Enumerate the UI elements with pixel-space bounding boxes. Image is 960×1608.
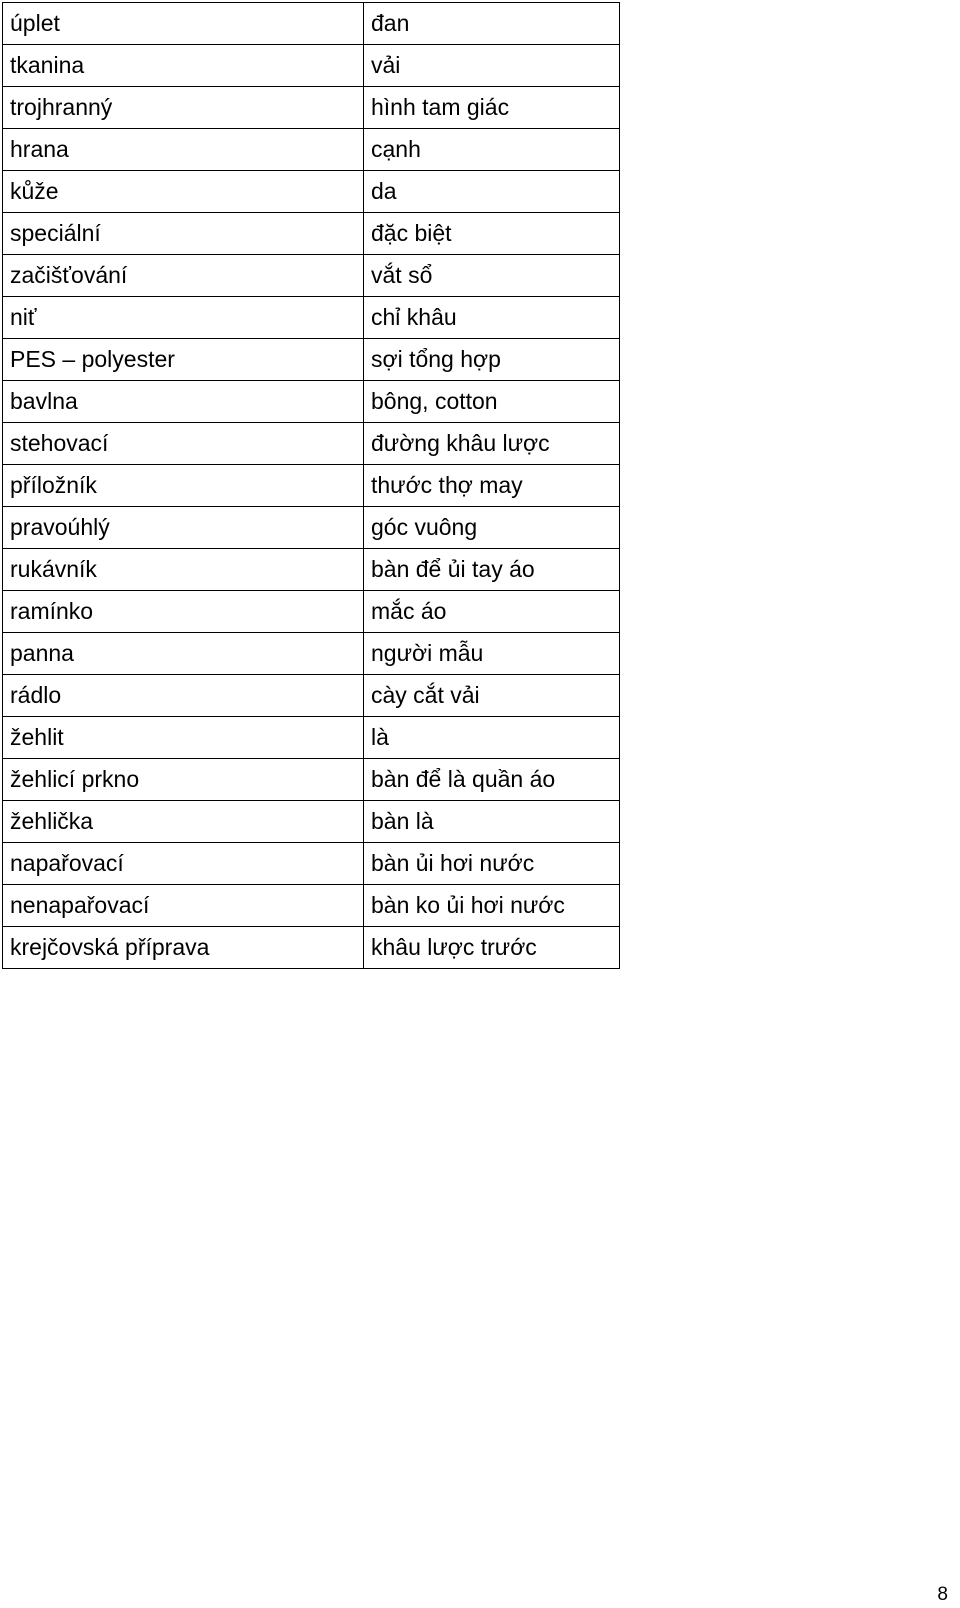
table-row bbox=[3, 297, 620, 339]
table-row bbox=[3, 213, 620, 255]
vietnamese-term-cell: là bbox=[364, 717, 620, 759]
table-row bbox=[3, 759, 620, 801]
table-row bbox=[3, 549, 620, 591]
czech-term-cell: žehlicí prkno bbox=[3, 759, 364, 801]
vietnamese-term-cell: góc vuông bbox=[364, 507, 620, 549]
czech-term-cell: bavlna bbox=[3, 381, 364, 423]
table-row bbox=[3, 381, 620, 423]
vietnamese-term-cell: chỉ khâu bbox=[364, 297, 620, 339]
table-row bbox=[3, 87, 620, 129]
table-row bbox=[3, 171, 620, 213]
table-row bbox=[3, 885, 620, 927]
czech-term-cell: trojhranný bbox=[3, 87, 364, 129]
vietnamese-term-cell: bàn ủi hơi nước bbox=[364, 843, 620, 885]
vietnamese-term-cell: bông, cotton bbox=[364, 381, 620, 423]
czech-term-cell: žehlit bbox=[3, 717, 364, 759]
table-row bbox=[3, 717, 620, 759]
vietnamese-term-cell: khâu lược trước bbox=[364, 927, 620, 969]
czech-term-cell: příložník bbox=[3, 465, 364, 507]
czech-term-cell: žehlička bbox=[3, 801, 364, 843]
vietnamese-term-cell: đan bbox=[364, 3, 620, 45]
czech-term-cell: speciální bbox=[3, 213, 364, 255]
czech-term-cell: pravoúhlý bbox=[3, 507, 364, 549]
vietnamese-term-cell: bàn là bbox=[364, 801, 620, 843]
vietnamese-term-cell: đặc biệt bbox=[364, 213, 620, 255]
vietnamese-term-cell: người mẫu bbox=[364, 633, 620, 675]
vietnamese-term-cell: thước thợ may bbox=[364, 465, 620, 507]
table-row bbox=[3, 3, 620, 45]
czech-term-cell: tkanina bbox=[3, 45, 364, 87]
table-row bbox=[3, 843, 620, 885]
czech-term-cell: PES – polyester bbox=[3, 339, 364, 381]
vietnamese-term-cell: vải bbox=[364, 45, 620, 87]
vietnamese-term-cell: mắc áo bbox=[364, 591, 620, 633]
table-row bbox=[3, 423, 620, 465]
czech-term-cell: rádlo bbox=[3, 675, 364, 717]
table-row bbox=[3, 129, 620, 171]
czech-term-cell: ramínko bbox=[3, 591, 364, 633]
table-row bbox=[3, 591, 620, 633]
vietnamese-term-cell: vắt sổ bbox=[364, 255, 620, 297]
czech-term-cell: panna bbox=[3, 633, 364, 675]
vietnamese-term-cell: sợi tổng hợp bbox=[364, 339, 620, 381]
czech-term-cell: hrana bbox=[3, 129, 364, 171]
vietnamese-term-cell: hình tam giác bbox=[364, 87, 620, 129]
vietnamese-term-cell: da bbox=[364, 171, 620, 213]
czech-term-cell: niť bbox=[3, 297, 364, 339]
czech-term-cell: stehovací bbox=[3, 423, 364, 465]
table-row bbox=[3, 255, 620, 297]
vocabulary-table-body bbox=[3, 3, 620, 969]
czech-term-cell: nenapařovací bbox=[3, 885, 364, 927]
czech-term-cell: kůže bbox=[3, 171, 364, 213]
vietnamese-term-cell: bàn ko ủi hơi nước bbox=[364, 885, 620, 927]
vietnamese-term-cell: bàn để ủi tay áo bbox=[364, 549, 620, 591]
table-row bbox=[3, 45, 620, 87]
vietnamese-term-cell: đường khâu lược bbox=[364, 423, 620, 465]
table-row bbox=[3, 927, 620, 969]
table-row bbox=[3, 339, 620, 381]
vocabulary-table bbox=[2, 2, 620, 969]
vietnamese-term-cell: bàn để là quần áo bbox=[364, 759, 620, 801]
table-row bbox=[3, 801, 620, 843]
table-row bbox=[3, 675, 620, 717]
czech-term-cell: rukávník bbox=[3, 549, 364, 591]
vietnamese-term-cell: cạnh bbox=[364, 129, 620, 171]
table-row bbox=[3, 633, 620, 675]
vietnamese-term-cell: cày cắt vải bbox=[364, 675, 620, 717]
czech-term-cell: začišťování bbox=[3, 255, 364, 297]
table-row bbox=[3, 465, 620, 507]
czech-term-cell: krejčovská příprava bbox=[3, 927, 364, 969]
page-number: 8 bbox=[937, 1584, 948, 1605]
table-row bbox=[3, 507, 620, 549]
czech-term-cell: úplet bbox=[3, 3, 364, 45]
czech-term-cell: napařovací bbox=[3, 843, 364, 885]
